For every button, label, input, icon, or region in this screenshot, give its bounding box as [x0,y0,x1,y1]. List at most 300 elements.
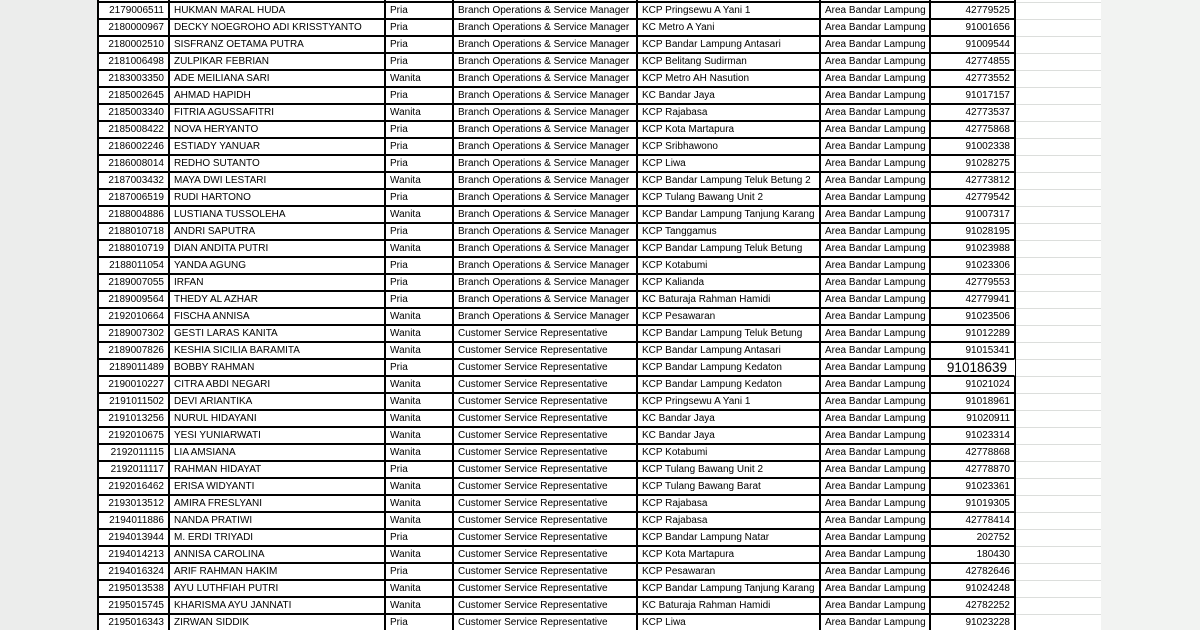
job-title-cell: Customer Service Representative [453,461,637,478]
table-row [98,206,1015,223]
table-row [98,257,1015,274]
code-number-cell: 91020911 [930,410,1015,427]
area-cell: Area Bandar Lampung [820,138,930,155]
table-row [98,478,1015,495]
employee-id-cell: 2185003340 [98,104,169,121]
employee-id-cell: 2194014213 [98,546,169,563]
area-cell: Area Bandar Lampung [820,359,930,376]
code-number-cell: 91028195 [930,223,1015,240]
employee-name-cell: RAHMAN HIDAYAT [169,461,385,478]
employee-id-cell: 2193013512 [98,495,169,512]
page-margin-right [1101,0,1200,630]
code-number-cell: 42779941 [930,291,1015,308]
employee-id-cell: 2179006511 [98,2,169,19]
employee-id-cell: 2189011489 [98,359,169,376]
job-title-cell: Customer Service Representative [453,614,637,630]
employee-name-cell: DECKY NOEGROHO ADI KRISSTYANTO [169,19,385,36]
gender-cell: Wanita [385,393,453,410]
employee-name-cell: NOVA HERYANTO [169,121,385,138]
table-row [98,614,1015,630]
area-cell: Area Bandar Lampung [820,240,930,257]
area-cell: Area Bandar Lampung [820,308,930,325]
employee-name-cell: LIA AMSIANA [169,444,385,461]
area-cell: Area Bandar Lampung [820,36,930,53]
employee-name-cell: ANNISA CAROLINA [169,546,385,563]
table-row [98,393,1015,410]
employee-id-cell: 2188010718 [98,223,169,240]
employee-name-cell: FISCHA ANNISA [169,308,385,325]
employee-name-cell: BOBBY RAHMAN [169,359,385,376]
code-number-cell: 42778870 [930,461,1015,478]
branch-office-cell: KCP Bandar Lampung Antasari [637,342,820,359]
area-cell: Area Bandar Lampung [820,393,930,410]
employee-name-cell: YANDA AGUNG [169,257,385,274]
employee-id-cell: 2188011054 [98,257,169,274]
table-row [98,87,1015,104]
gender-cell: Wanita [385,172,453,189]
area-cell: Area Bandar Lampung [820,342,930,359]
code-number-cell: 91028275 [930,155,1015,172]
employee-name-cell: MAYA DWI LESTARI [169,172,385,189]
table-row [98,240,1015,257]
employee-id-cell: 2185008422 [98,121,169,138]
code-number-cell: 91017157 [930,87,1015,104]
employee-id-cell: 2183003350 [98,70,169,87]
table-row [98,580,1015,597]
employee-id-cell: 2186008014 [98,155,169,172]
employee-id-cell: 2192011115 [98,444,169,461]
employee-name-cell: IRFAN [169,274,385,291]
code-number-cell: 91018961 [930,393,1015,410]
gender-cell: Pria [385,53,453,70]
code-number-cell: 202752 [930,529,1015,546]
branch-office-cell: KCP Bandar Lampung Teluk Betung [637,240,820,257]
table-row [98,104,1015,121]
code-number-cell: 91015341 [930,342,1015,359]
gender-cell: Pria [385,614,453,630]
table-row [98,121,1015,138]
table-row [98,2,1015,19]
employee-id-cell: 2188004886 [98,206,169,223]
employee-id-cell: 2187003432 [98,172,169,189]
employee-id-cell: 2195015745 [98,597,169,614]
gender-cell: Pria [385,461,453,478]
code-number-cell: 91001656 [930,19,1015,36]
employee-id-cell: 2187006519 [98,189,169,206]
job-title-cell: Customer Service Representative [453,342,637,359]
table-row [98,410,1015,427]
employee-name-cell: CITRA ABDI NEGARI [169,376,385,393]
employee-name-cell: ARIF RAHMAN HAKIM [169,563,385,580]
area-cell: Area Bandar Lampung [820,155,930,172]
gender-cell: Pria [385,274,453,291]
employee-name-cell: ERISA WIDYANTI [169,478,385,495]
table-row [98,359,1015,376]
table-row [98,427,1015,444]
code-number-cell: 91023228 [930,614,1015,630]
area-cell: Area Bandar Lampung [820,427,930,444]
gender-cell: Wanita [385,444,453,461]
page-margin-left [0,0,97,630]
area-cell: Area Bandar Lampung [820,376,930,393]
branch-office-cell: KC Bandar Jaya [637,410,820,427]
code-number-cell: 42779553 [930,274,1015,291]
gender-cell: Pria [385,121,453,138]
branch-office-cell: KCP Bandar Lampung Teluk Betung [637,325,820,342]
branch-office-cell: KCP Bandar Lampung Natar [637,529,820,546]
gender-cell: Wanita [385,70,453,87]
employee-id-cell: 2195013538 [98,580,169,597]
code-number-cell: 91023988 [930,240,1015,257]
job-title-cell: Customer Service Representative [453,444,637,461]
gender-cell: Pria [385,87,453,104]
employee-name-cell: ZIRWAN SIDDIK [169,614,385,630]
table-row [98,223,1015,240]
job-title-cell: Customer Service Representative [453,359,637,376]
employee-name-cell: ESTIADY YANUAR [169,138,385,155]
branch-office-cell: KC Baturaja Rahman Hamidi [637,291,820,308]
gender-cell: Wanita [385,206,453,223]
table-row [98,546,1015,563]
area-cell: Area Bandar Lampung [820,257,930,274]
employee-id-cell: 2191011502 [98,393,169,410]
code-number-cell: 42778414 [930,512,1015,529]
branch-office-cell: KCP Rajabasa [637,512,820,529]
code-number-cell: 91019305 [930,495,1015,512]
table-row [98,19,1015,36]
job-title-cell: Customer Service Representative [453,597,637,614]
code-number-cell: 91023314 [930,427,1015,444]
job-title-cell: Branch Operations & Service Manager [453,223,637,240]
code-number-cell: 42773537 [930,104,1015,121]
code-number-cell: 42782646 [930,563,1015,580]
area-cell: Area Bandar Lampung [820,19,930,36]
gender-cell: Pria [385,529,453,546]
code-number-cell: 91002338 [930,138,1015,155]
job-title-cell: Customer Service Representative [453,580,637,597]
job-title-cell: Branch Operations & Service Manager [453,138,637,155]
area-cell: Area Bandar Lampung [820,529,930,546]
branch-office-cell: KCP Rajabasa [637,104,820,121]
gender-cell: Wanita [385,376,453,393]
branch-office-cell: KCP Pringsewu A Yani 1 [637,393,820,410]
job-title-cell: Branch Operations & Service Manager [453,155,637,172]
area-cell: Area Bandar Lampung [820,121,930,138]
code-number-cell: 42778868 [930,444,1015,461]
job-title-cell: Customer Service Representative [453,546,637,563]
code-number-cell: 91021024 [930,376,1015,393]
employee-id-cell: 2185002645 [98,87,169,104]
code-number-cell: 42773812 [930,172,1015,189]
code-number-cell: 42773552 [930,70,1015,87]
job-title-cell: Branch Operations & Service Manager [453,206,637,223]
table-row [98,461,1015,478]
employee-id-cell: 2192011117 [98,461,169,478]
code-number-cell: 180430 [930,546,1015,563]
job-title-cell: Customer Service Representative [453,410,637,427]
employee-name-cell: KHARISMA AYU JANNATI [169,597,385,614]
branch-office-cell: KCP Kotabumi [637,444,820,461]
branch-office-cell: KC Baturaja Rahman Hamidi [637,597,820,614]
area-cell: Area Bandar Lampung [820,410,930,427]
employee-name-cell: GESTI LARAS KANITA [169,325,385,342]
employee-id-cell: 2190010227 [98,376,169,393]
gender-cell: Pria [385,291,453,308]
area-cell: Area Bandar Lampung [820,580,930,597]
area-cell: Area Bandar Lampung [820,546,930,563]
area-cell: Area Bandar Lampung [820,189,930,206]
area-cell: Area Bandar Lampung [820,325,930,342]
area-cell: Area Bandar Lampung [820,444,930,461]
job-title-cell: Branch Operations & Service Manager [453,121,637,138]
branch-office-cell: KCP Bandar Lampung Tanjung Karang [637,206,820,223]
area-cell: Area Bandar Lampung [820,512,930,529]
job-title-cell: Branch Operations & Service Manager [453,2,637,19]
table-row [98,155,1015,172]
job-title-cell: Branch Operations & Service Manager [453,70,637,87]
table-row [98,36,1015,53]
employee-table-wrap [97,0,1016,630]
employee-id-cell: 2180002510 [98,36,169,53]
table-row [98,563,1015,580]
gender-cell: Pria [385,138,453,155]
area-cell: Area Bandar Lampung [820,291,930,308]
table-row [98,138,1015,155]
table-row [98,291,1015,308]
branch-office-cell: KCP Bandar Lampung Antasari [637,36,820,53]
employee-name-cell: ADE MEILIANA SARI [169,70,385,87]
branch-office-cell: KCP Bandar Lampung Kedaton [637,359,820,376]
code-number-cell: 91024248 [930,580,1015,597]
branch-office-cell: KC Bandar Jaya [637,87,820,104]
branch-office-cell: KCP Kotabumi [637,257,820,274]
gender-cell: Wanita [385,478,453,495]
table-row [98,342,1015,359]
gender-cell: Pria [385,19,453,36]
employee-name-cell: THEDY AL AZHAR [169,291,385,308]
area-cell: Area Bandar Lampung [820,206,930,223]
branch-office-cell: KCP Liwa [637,155,820,172]
table-row [98,529,1015,546]
branch-office-cell: KCP Kota Martapura [637,121,820,138]
code-number-cell: 42774855 [930,53,1015,70]
gender-cell: Pria [385,223,453,240]
gender-cell: Pria [385,563,453,580]
gender-cell: Wanita [385,512,453,529]
table-row [98,274,1015,291]
employee-name-cell: HUKMAN MARAL HUDA [169,2,385,19]
code-number-cell: 42779542 [930,189,1015,206]
gender-cell: Wanita [385,546,453,563]
job-title-cell: Customer Service Representative [453,512,637,529]
job-title-cell: Customer Service Representative [453,427,637,444]
job-title-cell: Branch Operations & Service Manager [453,36,637,53]
area-cell: Area Bandar Lampung [820,461,930,478]
employee-id-cell: 2189007055 [98,274,169,291]
gender-cell: Wanita [385,597,453,614]
employee-id-cell: 2192010664 [98,308,169,325]
gender-cell: Wanita [385,308,453,325]
gender-cell: Pria [385,189,453,206]
job-title-cell: Branch Operations & Service Manager [453,104,637,121]
employee-name-cell: M. ERDI TRIYADI [169,529,385,546]
employee-name-cell: DIAN ANDITA PUTRI [169,240,385,257]
gender-cell: Pria [385,2,453,19]
employee-name-cell: FITRIA AGUSSAFITRI [169,104,385,121]
branch-office-cell: KCP Tulang Bawang Barat [637,478,820,495]
employee-id-cell: 2191013256 [98,410,169,427]
branch-office-cell: KCP Metro AH Nasution [637,70,820,87]
employee-name-cell: YESI YUNIARWATI [169,427,385,444]
employee-table [97,0,1016,630]
table-row [98,172,1015,189]
branch-office-cell: KCP Bandar Lampung Teluk Betung 2 [637,172,820,189]
branch-office-cell: KCP Belitang Sudirman [637,53,820,70]
branch-office-cell: KCP Kota Martapura [637,546,820,563]
employee-name-cell: NANDA PRATIWI [169,512,385,529]
branch-office-cell: KCP Tulang Bawang Unit 2 [637,189,820,206]
gender-cell: Pria [385,359,453,376]
branch-office-cell: KCP Pesawaran [637,563,820,580]
branch-office-cell: KCP Liwa [637,614,820,630]
gender-cell: Wanita [385,427,453,444]
table-row [98,376,1015,393]
empty-gridline-column [1016,0,1102,630]
area-cell: Area Bandar Lampung [820,478,930,495]
area-cell: Area Bandar Lampung [820,2,930,19]
code-number-cell: 91012289 [930,325,1015,342]
code-number-cell: 91023306 [930,257,1015,274]
branch-office-cell: KCP Bandar Lampung Kedaton [637,376,820,393]
employee-name-cell: RUDI HARTONO [169,189,385,206]
branch-office-cell: KC Metro A Yani [637,19,820,36]
job-title-cell: Branch Operations & Service Manager [453,240,637,257]
area-cell: Area Bandar Lampung [820,223,930,240]
table-row [98,53,1015,70]
employee-id-cell: 2195016343 [98,614,169,630]
employee-name-cell: REDHO SUTANTO [169,155,385,172]
job-title-cell: Branch Operations & Service Manager [453,189,637,206]
area-cell: Area Bandar Lampung [820,70,930,87]
gender-cell: Pria [385,257,453,274]
job-title-cell: Customer Service Representative [453,376,637,393]
employee-id-cell: 2180000967 [98,19,169,36]
code-number-cell: 91007317 [930,206,1015,223]
branch-office-cell: KCP Pesawaran [637,308,820,325]
employee-name-cell: ZULPIKAR FEBRIAN [169,53,385,70]
employee-id-cell: 2189007826 [98,342,169,359]
job-title-cell: Branch Operations & Service Manager [453,53,637,70]
gender-cell: Wanita [385,410,453,427]
employee-id-cell: 2194013944 [98,529,169,546]
employee-name-cell: KESHIA SICILIA BARAMITA [169,342,385,359]
job-title-cell: Branch Operations & Service Manager [453,291,637,308]
gender-cell: Wanita [385,325,453,342]
employee-name-cell: NURUL HIDAYANI [169,410,385,427]
employee-id-cell: 2188010719 [98,240,169,257]
job-title-cell: Branch Operations & Service Manager [453,87,637,104]
employee-id-cell: 2192010675 [98,427,169,444]
area-cell: Area Bandar Lampung [820,172,930,189]
gender-cell: Pria [385,36,453,53]
table-row [98,512,1015,529]
area-cell: Area Bandar Lampung [820,87,930,104]
table-row [98,189,1015,206]
code-number-cell: 42779525 [930,2,1015,19]
job-title-cell: Customer Service Representative [453,393,637,410]
job-title-cell: Customer Service Representative [453,495,637,512]
job-title-cell: Branch Operations & Service Manager [453,274,637,291]
job-title-cell: Branch Operations & Service Manager [453,172,637,189]
employee-id-cell: 2192016462 [98,478,169,495]
employee-name-cell: AMIRA FRESLYANI [169,495,385,512]
code-number-cell: 91023361 [930,478,1015,495]
job-title-cell: Branch Operations & Service Manager [453,257,637,274]
code-number-cell: 42775868 [930,121,1015,138]
branch-office-cell: KCP Tanggamus [637,223,820,240]
branch-office-cell: KCP Sribhawono [637,138,820,155]
area-cell: Area Bandar Lampung [820,495,930,512]
gender-cell: Wanita [385,580,453,597]
table-row [98,444,1015,461]
job-title-cell: Branch Operations & Service Manager [453,308,637,325]
branch-office-cell: KCP Kalianda [637,274,820,291]
employee-id-cell: 2194011886 [98,512,169,529]
job-title-cell: Customer Service Representative [453,529,637,546]
employee-id-cell: 2181006498 [98,53,169,70]
gender-cell: Wanita [385,240,453,257]
table-row [98,325,1015,342]
employee-name-cell: ANDRI SAPUTRA [169,223,385,240]
branch-office-cell: KCP Rajabasa [637,495,820,512]
table-row [98,597,1015,614]
code-number-cell: 42782252 [930,597,1015,614]
job-title-cell: Customer Service Representative [453,478,637,495]
area-cell: Area Bandar Lampung [820,53,930,70]
table-row [98,70,1015,87]
area-cell: Area Bandar Lampung [820,563,930,580]
branch-office-cell: KCP Pringsewu A Yani 1 [637,2,820,19]
employee-name-cell: SISFRANZ OETAMA PUTRA [169,36,385,53]
gender-cell: Wanita [385,342,453,359]
table-row [98,495,1015,512]
employee-id-cell: 2189007302 [98,325,169,342]
area-cell: Area Bandar Lampung [820,597,930,614]
branch-office-cell: KCP Tulang Bawang Unit 2 [637,461,820,478]
branch-office-cell: KCP Bandar Lampung Tanjung Karang [637,580,820,597]
code-number-cell: 91023506 [930,308,1015,325]
code-number-cell: 91018639 [930,359,1015,376]
employee-id-cell: 2189009564 [98,291,169,308]
area-cell: Area Bandar Lampung [820,614,930,630]
employee-name-cell: AYU LUTHFIAH PUTRI [169,580,385,597]
employee-name-cell: LUSTIANA TUSSOLEHA [169,206,385,223]
code-number-cell: 91009544 [930,36,1015,53]
gender-cell: Wanita [385,495,453,512]
employee-id-cell: 2186002246 [98,138,169,155]
employee-id-cell: 2194016324 [98,563,169,580]
area-cell: Area Bandar Lampung [820,274,930,291]
employee-name-cell: AHMAD HAPIDH [169,87,385,104]
table-row [98,308,1015,325]
job-title-cell: Customer Service Representative [453,563,637,580]
area-cell: Area Bandar Lampung [820,104,930,121]
gender-cell: Wanita [385,104,453,121]
gender-cell: Pria [385,155,453,172]
branch-office-cell: KC Bandar Jaya [637,427,820,444]
job-title-cell: Customer Service Representative [453,325,637,342]
employee-name-cell: DEVI ARIANTIKA [169,393,385,410]
